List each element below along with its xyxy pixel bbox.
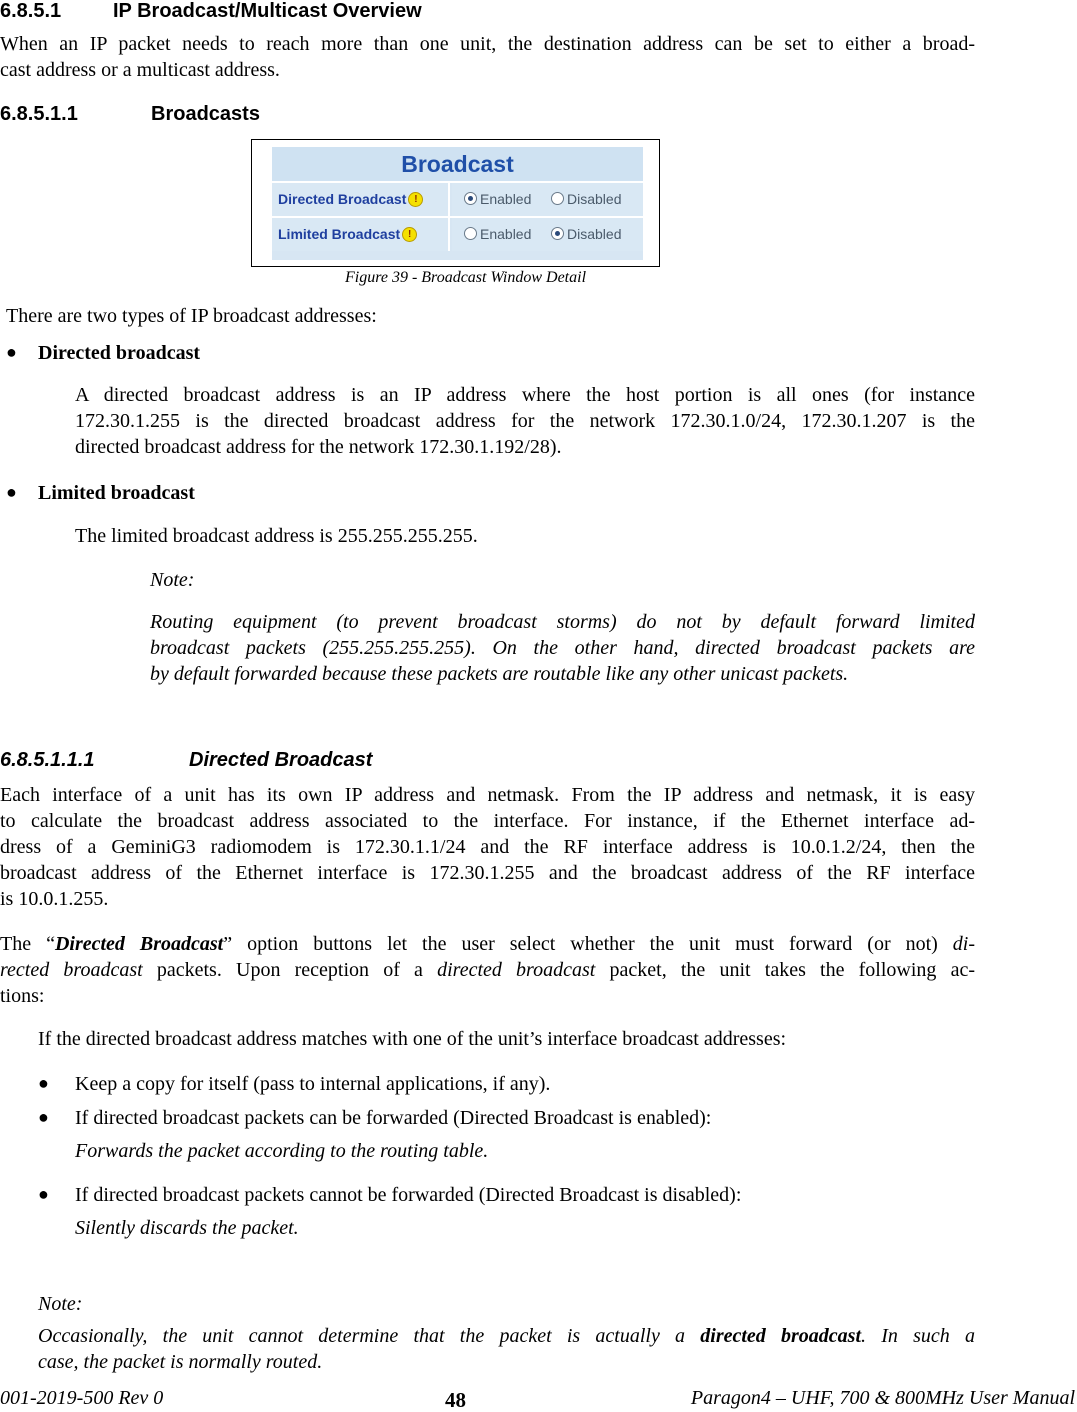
radio-unselected-icon[interactable]: [551, 192, 564, 205]
directed-title: Directed broadcast: [38, 342, 201, 364]
directed-disabled-option[interactable]: Disabled: [551, 183, 621, 216]
page-number: 48: [445, 1388, 466, 1412]
paragraph-line: to calculate the broadcast address associated to the interface. For instance, if the Ethernet interface ad-: [0, 810, 975, 832]
paragraph-line: broadcast address of the Ethernet interface is 172.30.1.255 and the broadcast address of the RF interface: [0, 862, 975, 884]
paragraph-line: rected broadcast packets. Upon reception of a directed broadcast packet, the unit takes the following ac-: [0, 959, 976, 981]
footer-manual-title: Paragon4 – UHF, 700 & 800MHz User Manual: [690, 1387, 1075, 1409]
limited-broadcast-row: [272, 218, 643, 251]
limited-text: The limited broadcast address is 255.255.255.255.: [75, 525, 478, 547]
intro-paragraph: [0, 31, 975, 83]
bullet-icon: ●: [6, 482, 17, 502]
directed-line: A directed broadcast address is an IP address where the host portion is all ones (for instance: [75, 384, 975, 406]
warning-icon: !: [408, 192, 423, 207]
paragraph-line: dress of a GeminiG3 radiomodem is 172.30.1.1/24 and the RF interface address is 10.0.1.2/24, then the: [0, 836, 975, 858]
subsection-heading: [0, 102, 260, 126]
figure-caption: Figure 39 - Broadcast Window Detail: [345, 269, 587, 286]
subsection-title: Broadcasts: [151, 103, 260, 125]
action-item: If directed broadcast packets can be forwarded (Directed Broadcast is enabled):: [75, 1107, 712, 1129]
footer-doc-number: 001-2019-500 Rev 0: [0, 1387, 164, 1409]
radio-unselected-icon[interactable]: [464, 227, 477, 240]
note-line: broadcast packets (255.255.255.255). On the other hand, directed broadcast packets are: [150, 637, 975, 659]
section-title: IP Broadcast/Multicast Overview: [113, 0, 422, 22]
intro-line: When an IP packet needs to reach more than one unit, the destination address can be set to either a broad-: [0, 33, 975, 55]
broadcast-panel: [272, 147, 643, 260]
option-paragraph: [0, 931, 975, 1009]
subsection-number: 6.8.5.1.1: [0, 103, 78, 125]
note-line: Routing equipment (to prevent broadcast storms) do not by default forward limited: [150, 611, 975, 633]
bullet-icon: ●: [38, 1184, 49, 1204]
limited-broadcast-label: Limited Broadcast !: [272, 218, 450, 251]
directed-broadcast-row: [272, 183, 643, 216]
warning-icon: !: [402, 227, 417, 242]
note-line: Occasionally, the unit cannot determine that the packet is actually a directed broadcast. In such a: [38, 1325, 976, 1347]
directed-line: 172.30.1.255 is the directed broadcast address for the network 172.30.1.0/24, 172.30.1.207 is the: [75, 410, 975, 432]
section-heading: [0, 0, 422, 22]
radio-selected-icon[interactable]: [464, 192, 477, 205]
directed-paragraph: [75, 382, 975, 460]
limited-title: Limited broadcast: [38, 482, 195, 504]
note-paragraph: [150, 609, 975, 687]
action-item: If directed broadcast packets cannot be forwarded (Directed Broadcast is disabled):: [75, 1184, 742, 1206]
subsubsection-number: 6.8.5.1.1.1: [0, 749, 95, 771]
broadcast-title: Broadcast: [272, 147, 643, 183]
note-line: by default forwarded because these packets are routable like any other unicast packets.: [150, 663, 849, 685]
bullet-icon: ●: [38, 1073, 49, 1093]
radio-selected-icon[interactable]: [551, 227, 564, 240]
limited-broadcast-options: [452, 218, 643, 251]
action-subitem: Forwards the packet according to the routing table.: [75, 1140, 489, 1162]
subsubsection-heading: [0, 748, 373, 772]
intro-line: cast address or a multicast address.: [0, 59, 280, 81]
action-item: Keep a copy for itself (pass to internal applications, if any).: [75, 1073, 551, 1095]
interface-paragraph: [0, 782, 975, 912]
note-label: Note:: [150, 569, 195, 591]
directed-line: directed broadcast address for the network 172.30.1.192/28).: [75, 436, 562, 458]
section-number: 6.8.5.1: [0, 0, 62, 22]
paragraph-line: is 10.0.1.255.: [0, 888, 109, 910]
action-subitem: Silently discards the packet.: [75, 1217, 299, 1239]
note-label: Note:: [38, 1293, 83, 1315]
paragraph-line: Each interface of a unit has its own IP address and netmask. From the IP address and netmask, it is easy: [0, 784, 975, 806]
limited-disabled-option[interactable]: Disabled: [551, 218, 621, 251]
broadcast-window: [251, 139, 660, 267]
paragraph-line: tions:: [0, 985, 45, 1007]
directed-broadcast-label: Directed Broadcast !: [272, 183, 450, 216]
match-intro: If the directed broadcast address matches with one of the unit’s interface broadcast addresses:: [38, 1028, 787, 1050]
bullet-icon: ●: [6, 342, 17, 362]
directed-broadcast-options: [452, 183, 643, 216]
directed-enabled-option[interactable]: Enabled: [464, 183, 531, 216]
note-paragraph: [38, 1323, 975, 1375]
bullet-icon: ●: [38, 1107, 49, 1127]
paragraph-line: The “Directed Broadcast” option buttons let the user select whether the unit must forward (or not) di-: [0, 933, 975, 955]
types-intro: There are two types of IP broadcast addresses:: [6, 305, 377, 327]
note-line: case, the packet is normally routed.: [38, 1351, 323, 1373]
limited-enabled-option[interactable]: Enabled: [464, 218, 531, 251]
subsubsection-title: Directed Broadcast: [189, 749, 373, 771]
